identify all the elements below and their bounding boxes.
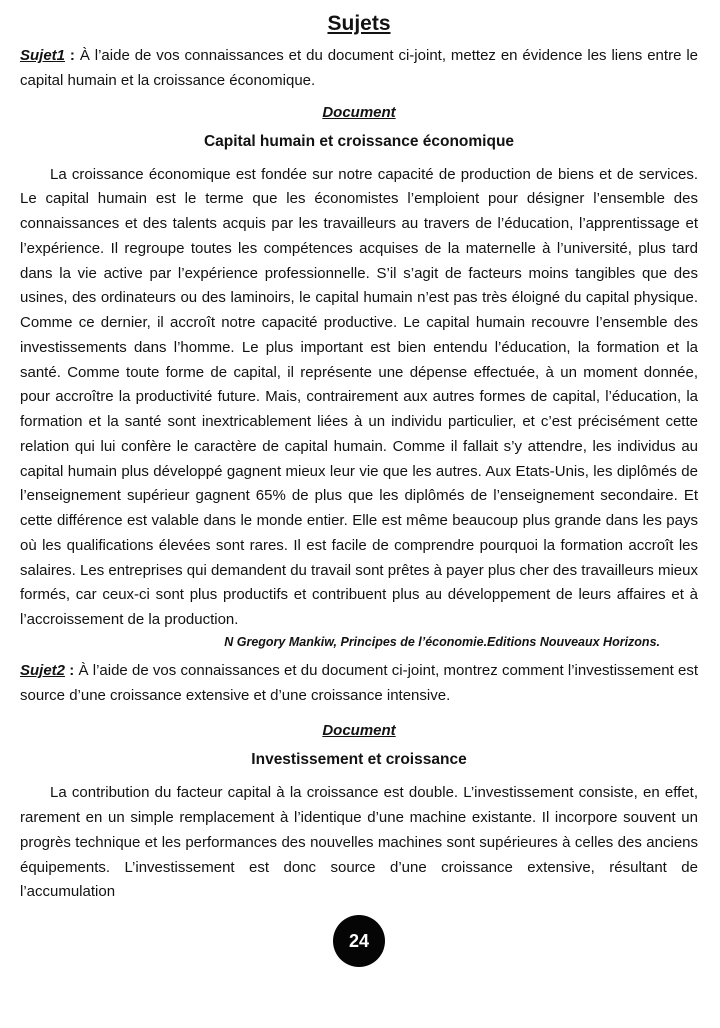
page-number: 24 xyxy=(348,930,370,951)
page-title: Sujets xyxy=(327,12,391,35)
sujet1-attribution: N Gregory Mankiw, Principes de l’économie.Editions Nouveaux Horizons. xyxy=(224,634,660,649)
sujet2-prompt-text: À l’aide de vos connaissances et du document ci-joint, montrez comment l’investissement est source d’une croissance extensive et d’une croissance intensive. xyxy=(20,661,698,704)
sujet2-prompt xyxy=(20,659,698,709)
sujet2-separator: : xyxy=(65,661,79,679)
sujet1-document-heading: Document xyxy=(322,103,396,121)
sujet1-separator: : xyxy=(65,47,80,64)
sujet1-prompt xyxy=(20,44,698,94)
sujet2-document-heading: Document xyxy=(322,722,396,740)
sujet2-label: Sujet2 xyxy=(20,661,66,679)
sujet2-doc-title: Investissement et croissance xyxy=(251,751,467,769)
sujet1-document-paragraph: La croissance économique est fondée sur notre capacité de production de biens et de services. Le capital humain est le terme que les économistes l’emploient pour désigner l’ensemble des connaissances et des talents acquis par les travailleurs au travers de l’éducation, l’apprentissage et l’expérience. Il regroupe toutes les compétences acquises de la maternelle à l’université, plus tard dans la vie active par l’expérience professionnelle. S’il s’agit de facteurs moins tangibles que des usines, des ordinateurs ou des laminoirs, le capital humain n’est pas très éloigné du capital physique. Comme ce dernier, il accroît notre capacité productive. Le capital humain recouvre l’ensemble des investissements dans l’homme. Le plus important est bien entendu l’éducation, la formation et la santé. Comme toute forme de capital, il représente une dépense effectuée, à un moment donnée, pour accroître la productivité future. Mais, contrairement aux autres formes de capital, l’éducation, la formation et la santé sont inextricablement liées à un individu particulier, et c’est précisément cette relation qui lui confère le caractère de capital humain. Comme il fallait s’y attendre, les individus au capital humain plus développé gagnent mieux leur vie que les autres. Aux Etats-Unis, les diplômés de l’enseignement supérieur gagnent 65% de plus que les diplômés de l’enseignement secondaire. Et cette différence est valable dans le monde entier. Elle est même beaucoup plus grande dans les pays où les qualifications élevées sont rares. Il est facile de comprendre pourquoi la formation accroît les salaires. Les entreprises qui demandent du travail sont prêtes à payer plus cher des travailleurs mieux formés, car ceux-ci sont plus productifs et contribuent plus au développement de leurs affaires et à l’accroissement de la production. xyxy=(20,165,698,628)
sujet2-document-paragraph: La contribution du facteur capital à la croissance est double. L’investissement consiste, en effet, rarement en un simple remplacement à l’identique d’une machine existante. Il incorpore souvent un progrès technique et les performances des nouvelles machines sont supérieures à celles des anciens équipements. L’investissement est donc source d’une croissance extensive, résultant de l’accumulation xyxy=(20,784,698,901)
sujet1-doc-title: Capital humain et croissance économique xyxy=(203,132,515,150)
sujet1-prompt-text: À l’aide de vos connaissances et du document ci-joint, mettez en évidence les liens entre le capital humain et la croissance économique. xyxy=(20,47,698,89)
page-number-badge xyxy=(333,915,385,967)
sujet1-label: Sujet1 xyxy=(20,47,66,64)
